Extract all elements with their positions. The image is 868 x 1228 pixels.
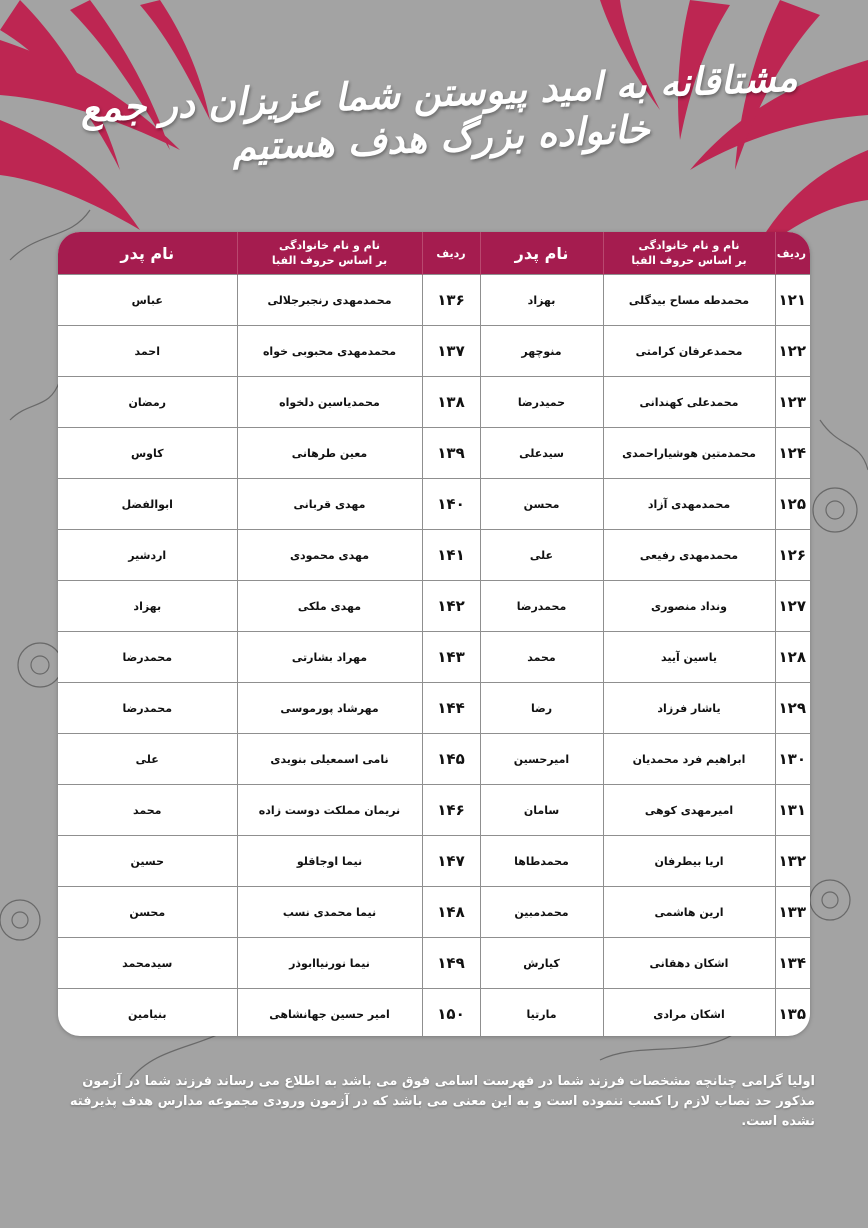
father-name: محسن xyxy=(58,887,237,938)
row-number: ۱۳۱ xyxy=(775,785,810,836)
student-name: معین طرهانی xyxy=(237,428,422,479)
student-name: ابراهیم فرد محمدیان xyxy=(603,734,775,785)
results-table-card xyxy=(58,232,810,1036)
row-number: ۱۳۹ xyxy=(422,428,480,479)
row-number: ۱۴۸ xyxy=(422,887,480,938)
student-name: محمدمهدی رنجبرجلالی xyxy=(237,275,422,326)
row-number: ۱۲۲ xyxy=(775,326,810,377)
header-father: نام پدر xyxy=(480,232,603,275)
row-number: ۱۴۰ xyxy=(422,479,480,530)
row-number: ۱۴۲ xyxy=(422,581,480,632)
student-name: یاسین آیید xyxy=(603,632,775,683)
father-name: اردشیر xyxy=(58,530,237,581)
father-name: علی xyxy=(58,734,237,785)
student-name: نیما محمدی نسب xyxy=(237,887,422,938)
row-number: ۱۳۲ xyxy=(775,836,810,887)
father-name: ابوالفضل xyxy=(58,479,237,530)
table-row xyxy=(58,326,810,377)
table-body xyxy=(58,275,810,1037)
row-number: ۱۵۰ xyxy=(422,989,480,1037)
father-name: بهزاد xyxy=(58,581,237,632)
row-number: ۱۴۵ xyxy=(422,734,480,785)
header-name-line2: بر اساس حروف الفبا xyxy=(631,254,747,267)
header-row-number: ردیف xyxy=(422,232,480,275)
table-row xyxy=(58,989,810,1037)
student-name: امیر حسین جهانشاهی xyxy=(237,989,422,1037)
father-name: احمد xyxy=(58,326,237,377)
row-number: ۱۳۳ xyxy=(775,887,810,938)
header-name xyxy=(237,232,422,275)
table-row xyxy=(58,683,810,734)
header-name-line1: نام و نام خانوادگی xyxy=(638,239,740,252)
student-name: یاشار فرزاد xyxy=(603,683,775,734)
row-number: ۱۲۹ xyxy=(775,683,810,734)
header-row-number: ردیف xyxy=(775,232,810,275)
row-number: ۱۳۰ xyxy=(775,734,810,785)
row-number: ۱۳۶ xyxy=(422,275,480,326)
row-number: ۱۳۴ xyxy=(775,938,810,989)
row-number: ۱۴۷ xyxy=(422,836,480,887)
student-name: محمدعلی کهندانی xyxy=(603,377,775,428)
row-number: ۱۴۹ xyxy=(422,938,480,989)
row-number: ۱۳۸ xyxy=(422,377,480,428)
father-name: بنیامین xyxy=(58,989,237,1037)
table-row xyxy=(58,479,810,530)
student-name: اریا بیطرفان xyxy=(603,836,775,887)
table-row xyxy=(58,377,810,428)
header-father: نام پدر xyxy=(58,232,237,275)
student-name: محمدمهدی رفیعی xyxy=(603,530,775,581)
table-row xyxy=(58,734,810,785)
table-header-row xyxy=(58,232,810,275)
father-name: سامان xyxy=(480,785,603,836)
table-row xyxy=(58,938,810,989)
header-name xyxy=(603,232,775,275)
student-name: محمدمتین هوشیاراحمدی xyxy=(603,428,775,479)
student-name: نیما اوجاقلو xyxy=(237,836,422,887)
student-name: مهدی محمودی xyxy=(237,530,422,581)
father-name: حسین xyxy=(58,836,237,887)
father-name: حمیدرضا xyxy=(480,377,603,428)
student-name: نیما نورنیاابوذر xyxy=(237,938,422,989)
row-number: ۱۳۵ xyxy=(775,989,810,1037)
student-name: ونداد منصوری xyxy=(603,581,775,632)
row-number: ۱۲۵ xyxy=(775,479,810,530)
father-name: منوچهر xyxy=(480,326,603,377)
student-name: نامی اسمعیلی بنویدی xyxy=(237,734,422,785)
row-number: ۱۴۱ xyxy=(422,530,480,581)
student-name: محمدطه مساح بیدگلی xyxy=(603,275,775,326)
student-name: محمدمهدی محبوبی خواه xyxy=(237,326,422,377)
father-name: رضا xyxy=(480,683,603,734)
row-number: ۱۲۷ xyxy=(775,581,810,632)
row-number: ۱۴۳ xyxy=(422,632,480,683)
table-row xyxy=(58,836,810,887)
table-row xyxy=(58,530,810,581)
footnote: اولیا گرامی چنانچه مشخصات فرزند شما در فهرست اسامی فوق می باشد به اطلاع می رساند فرزند شما در آزمون مذکور حد نصاب لازم را کسب ننموده است و به این معنی می باشد که در آزمون ورودی مجموعه مدارس هدف پذیرفته نشده است. xyxy=(69,1074,815,1129)
student-name: مهرشاد پورموسی xyxy=(237,683,422,734)
father-name: محسن xyxy=(480,479,603,530)
father-name: بهزاد xyxy=(480,275,603,326)
student-name: مهراد بشارتی xyxy=(237,632,422,683)
student-name: محمدمهدی آزاد xyxy=(603,479,775,530)
table-row xyxy=(58,428,810,479)
father-name: کاوس xyxy=(58,428,237,479)
table-row xyxy=(58,275,810,326)
student-name: امیرمهدی کوهی xyxy=(603,785,775,836)
student-name: اشکان مرادی xyxy=(603,989,775,1037)
father-name: محمد xyxy=(58,785,237,836)
father-name: محمدرضا xyxy=(58,683,237,734)
row-number: ۱۴۶ xyxy=(422,785,480,836)
table-row xyxy=(58,632,810,683)
father-name: علی xyxy=(480,530,603,581)
father-name: امیرحسین xyxy=(480,734,603,785)
student-name: ارین هاشمی xyxy=(603,887,775,938)
header-name-line2: بر اساس حروف الفبا xyxy=(271,254,388,267)
father-name: محمدطاها xyxy=(480,836,603,887)
student-name: محمدعرفان کرامتی xyxy=(603,326,775,377)
row-number: ۱۲۳ xyxy=(775,377,810,428)
father-name: مارتیا xyxy=(480,989,603,1037)
father-name: سیدمحمد xyxy=(58,938,237,989)
header-name-line1: نام و نام خانوادگی xyxy=(279,239,380,252)
table-row xyxy=(58,785,810,836)
father-name: رمضان xyxy=(58,377,237,428)
father-name: محمد xyxy=(480,632,603,683)
father-name: محمدمبین xyxy=(480,887,603,938)
father-name: سیدعلی xyxy=(480,428,603,479)
row-number: ۱۴۴ xyxy=(422,683,480,734)
results-table xyxy=(58,232,810,1036)
student-name: مهدی قربانی xyxy=(237,479,422,530)
student-name: محمدیاسین دلخواه xyxy=(237,377,422,428)
row-number: ۱۲۱ xyxy=(775,275,810,326)
student-name: مهدی ملکی xyxy=(237,581,422,632)
row-number: ۱۲۴ xyxy=(775,428,810,479)
headline: مشتاقانه به امید پیوستن شما عزیزان در جمع خانواده بزرگ هدف هستیم xyxy=(79,54,799,170)
student-name: اشکان دهقانی xyxy=(603,938,775,989)
row-number: ۱۲۶ xyxy=(775,530,810,581)
row-number: ۱۲۸ xyxy=(775,632,810,683)
father-name: عباس xyxy=(58,275,237,326)
father-name: محمدرضا xyxy=(58,632,237,683)
student-name: نریمان مملکت دوست زاده xyxy=(237,785,422,836)
father-name: محمدرضا xyxy=(480,581,603,632)
father-name: کیارش xyxy=(480,938,603,989)
table-row xyxy=(58,887,810,938)
row-number: ۱۳۷ xyxy=(422,326,480,377)
table-row xyxy=(58,581,810,632)
